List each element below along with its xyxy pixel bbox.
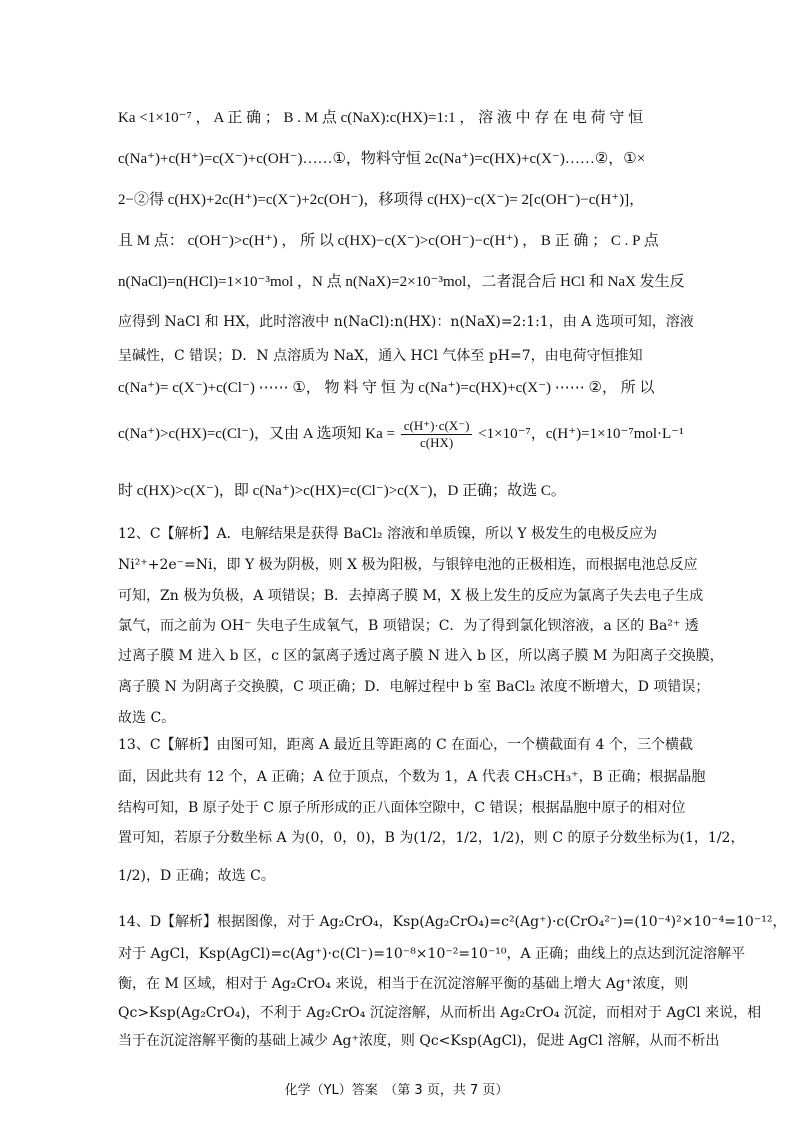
text-line: 时 c(HX)>c(X⁻)，即 c(Na⁺)>c(HX)=c(Cl⁻)>c(X⁻)，D 正确；故选 C。 <box>118 483 566 499</box>
text-line: 且 M 点： c(OH⁻)>c(H⁺) ， 所 以 c(HX)−c(X⁻)>c(OH⁻)−c(H⁺) ， B 正 确 ； C . P 点 <box>118 233 659 249</box>
text-line: 13、C【解析】由图可知，距离 A 最近且等距离的 C 在面心，一个横截面有 4 个，三个横截 <box>118 737 693 753</box>
text-line: 12、C【解析】A．电解结果是获得 BaCl₂ 溶液和单质镍，所以 Y 极发生的电极反应为 <box>118 526 658 542</box>
ka-numerator: c(H⁺)·c(X⁻) <box>401 418 473 435</box>
text-line: 故选 C。 <box>118 710 176 726</box>
ka-prefix: c(Na⁺)>c(HX)=c(Cl⁻)，又由 A 选项知 Ka = <box>118 425 395 442</box>
coord-prefix: 置可知，若原子分数坐标 A 为(0，0，0)，B 为( <box>118 830 419 846</box>
text-line: 对于 AgCl，Ksp(AgCl)=c(Ag⁺)·c(Cl⁻)=10⁻⁸×10⁻²=10⁻¹⁰，A 正确；曲线上的点达到沉淀溶解平 <box>118 946 746 962</box>
text-line: Ni²⁺+2e⁻=Ni，即 Y 极为阴极，则 X 极为阳极，与银锌电池的正极相连，而根据电池总反应 <box>118 557 698 573</box>
text-line: 14、D【解析】根据图像，对于 Ag₂CrO₄，Ksp(Ag₂CrO₄)=c²(Ag⁺)·c(CrO₄²⁻)=(10⁻⁴)²×10⁻⁴=10⁻¹²， <box>118 914 787 930</box>
text-line: 当于在沉淀溶解平衡的基础上减少 Ag⁺浓度，则 Qc<Ksp(AgCl)，促进 AgCl 溶解，从而不析出 <box>118 1033 720 1049</box>
c-coords-prefix: ，则 C 的原子分数坐标为(1， <box>519 830 708 846</box>
text-line: 可知，Zn 极为负极，A 项错误；B．去掉离子膜 M，X 极上发生的反应为氯离子失去电子生成 <box>118 588 704 604</box>
page-footer: 化学（YL）答案 （第 3 页，共 7 页） <box>284 1083 509 1098</box>
coordinate-line: 置可知，若原子分数坐标 A 为(0，0，0)，B 为(1/2，1/2，1/2)，则 C 的原子分数坐标为(1，1/2， <box>118 830 745 846</box>
text-line: Ka <1×10⁻⁷ ， A 正 确 ； B . M 点 c(NaX):c(HX)=1:1 ， 溶 液 中 存 在 电 荷 守 恒 <box>118 110 644 126</box>
text-line: 2−②得 c(HX)+2c(H⁺)=c(X⁻)+2c(OH⁻)，移项得 c(HX)−c(X⁻)= 2[c(OH⁻)−c(H⁺)]， <box>118 192 645 208</box>
c-coords-tail: 1/2， <box>707 830 745 846</box>
text-line: 离子膜 N 为阴离子交换膜，C 项正确；D．电解过程中 b 室 BaCl₂ 浓度不断增大，D 项错误； <box>118 679 710 695</box>
text-line: c(Na⁺)= c(X⁻)+c(Cl⁻) ⋯⋯ ①， 物 料 守 恒 为 c(Na⁺)=c(HX)+c(X⁻) ⋯⋯ ②， 所 以 <box>118 380 655 396</box>
text-line: 氯气，而之前为 OH⁻ 失电子生成氧气，B 项错误；C．为了得到氯化钡溶液，a 区的 Ba²⁺ 透 <box>118 618 699 634</box>
ka-tail: <1×10⁻⁷，c(H⁺)=1×10⁻⁷mol·L⁻¹ <box>478 425 684 442</box>
text-line: Qc>Ksp(Ag₂CrO₄)，不利于 Ag₂CrO₄ 沉淀溶解，从而析出 Ag₂CrO₄ 沉淀，而相对于 AgCl 来说，相 <box>118 1005 762 1021</box>
text-line: 呈碱性，C 错误；D．N 点溶质为 NaX，通入 HCl 气体至 pH=7，由电荷守恒推知 <box>118 348 643 364</box>
text-line: n(NaCl)=n(HCl)=1×10⁻³mol ，N 点 n(NaX)=2×10⁻³mol，二者混合后 HCl 和 NaX 发生反 <box>118 274 685 290</box>
text-line: 结构可知，B 原子处于 C 原子所形成的正八面体空隙中，C 错误；根据晶胞中原子的相对位 <box>118 800 686 816</box>
text-line: 衡，在 M 区域，相对于 Ag₂CrO₄ 来说，相当于在沉淀溶解平衡的基础上增大 Ag⁺浓度，则 <box>118 976 689 992</box>
text-line: c(Na⁺)+c(H⁺)=c(X⁻)+c(OH⁻)……①，物料守恒 2c(Na⁺)=c(HX)+c(X⁻)……②，①× <box>118 151 646 167</box>
text-line: 面，因此共有 12 个，A 正确；A 位于顶点，个数为 1，A 代表 CH₃CH₃⁺，B 正确；根据晶胞 <box>118 769 706 785</box>
text-line: 1/2)，D 正确；故选 C。 <box>118 868 275 884</box>
ka-fraction <box>401 418 473 451</box>
text-line: 应得到 NaCl 和 HX，此时溶液中 n(NaCl):n(HX)：n(NaX)=2:1:1，由 A 选项可知，溶液 <box>118 314 694 330</box>
ka-expression-line <box>118 418 684 451</box>
ka-denominator: c(HX) <box>419 435 454 450</box>
text-line: 过离子膜 M 进入 b 区，c 区的氯离子透过离子膜 N 进入 b 区，所以离子膜 M 为阳离子交换膜， <box>118 648 724 664</box>
b-coords: 1/2，1/2，1/2 <box>418 830 515 846</box>
